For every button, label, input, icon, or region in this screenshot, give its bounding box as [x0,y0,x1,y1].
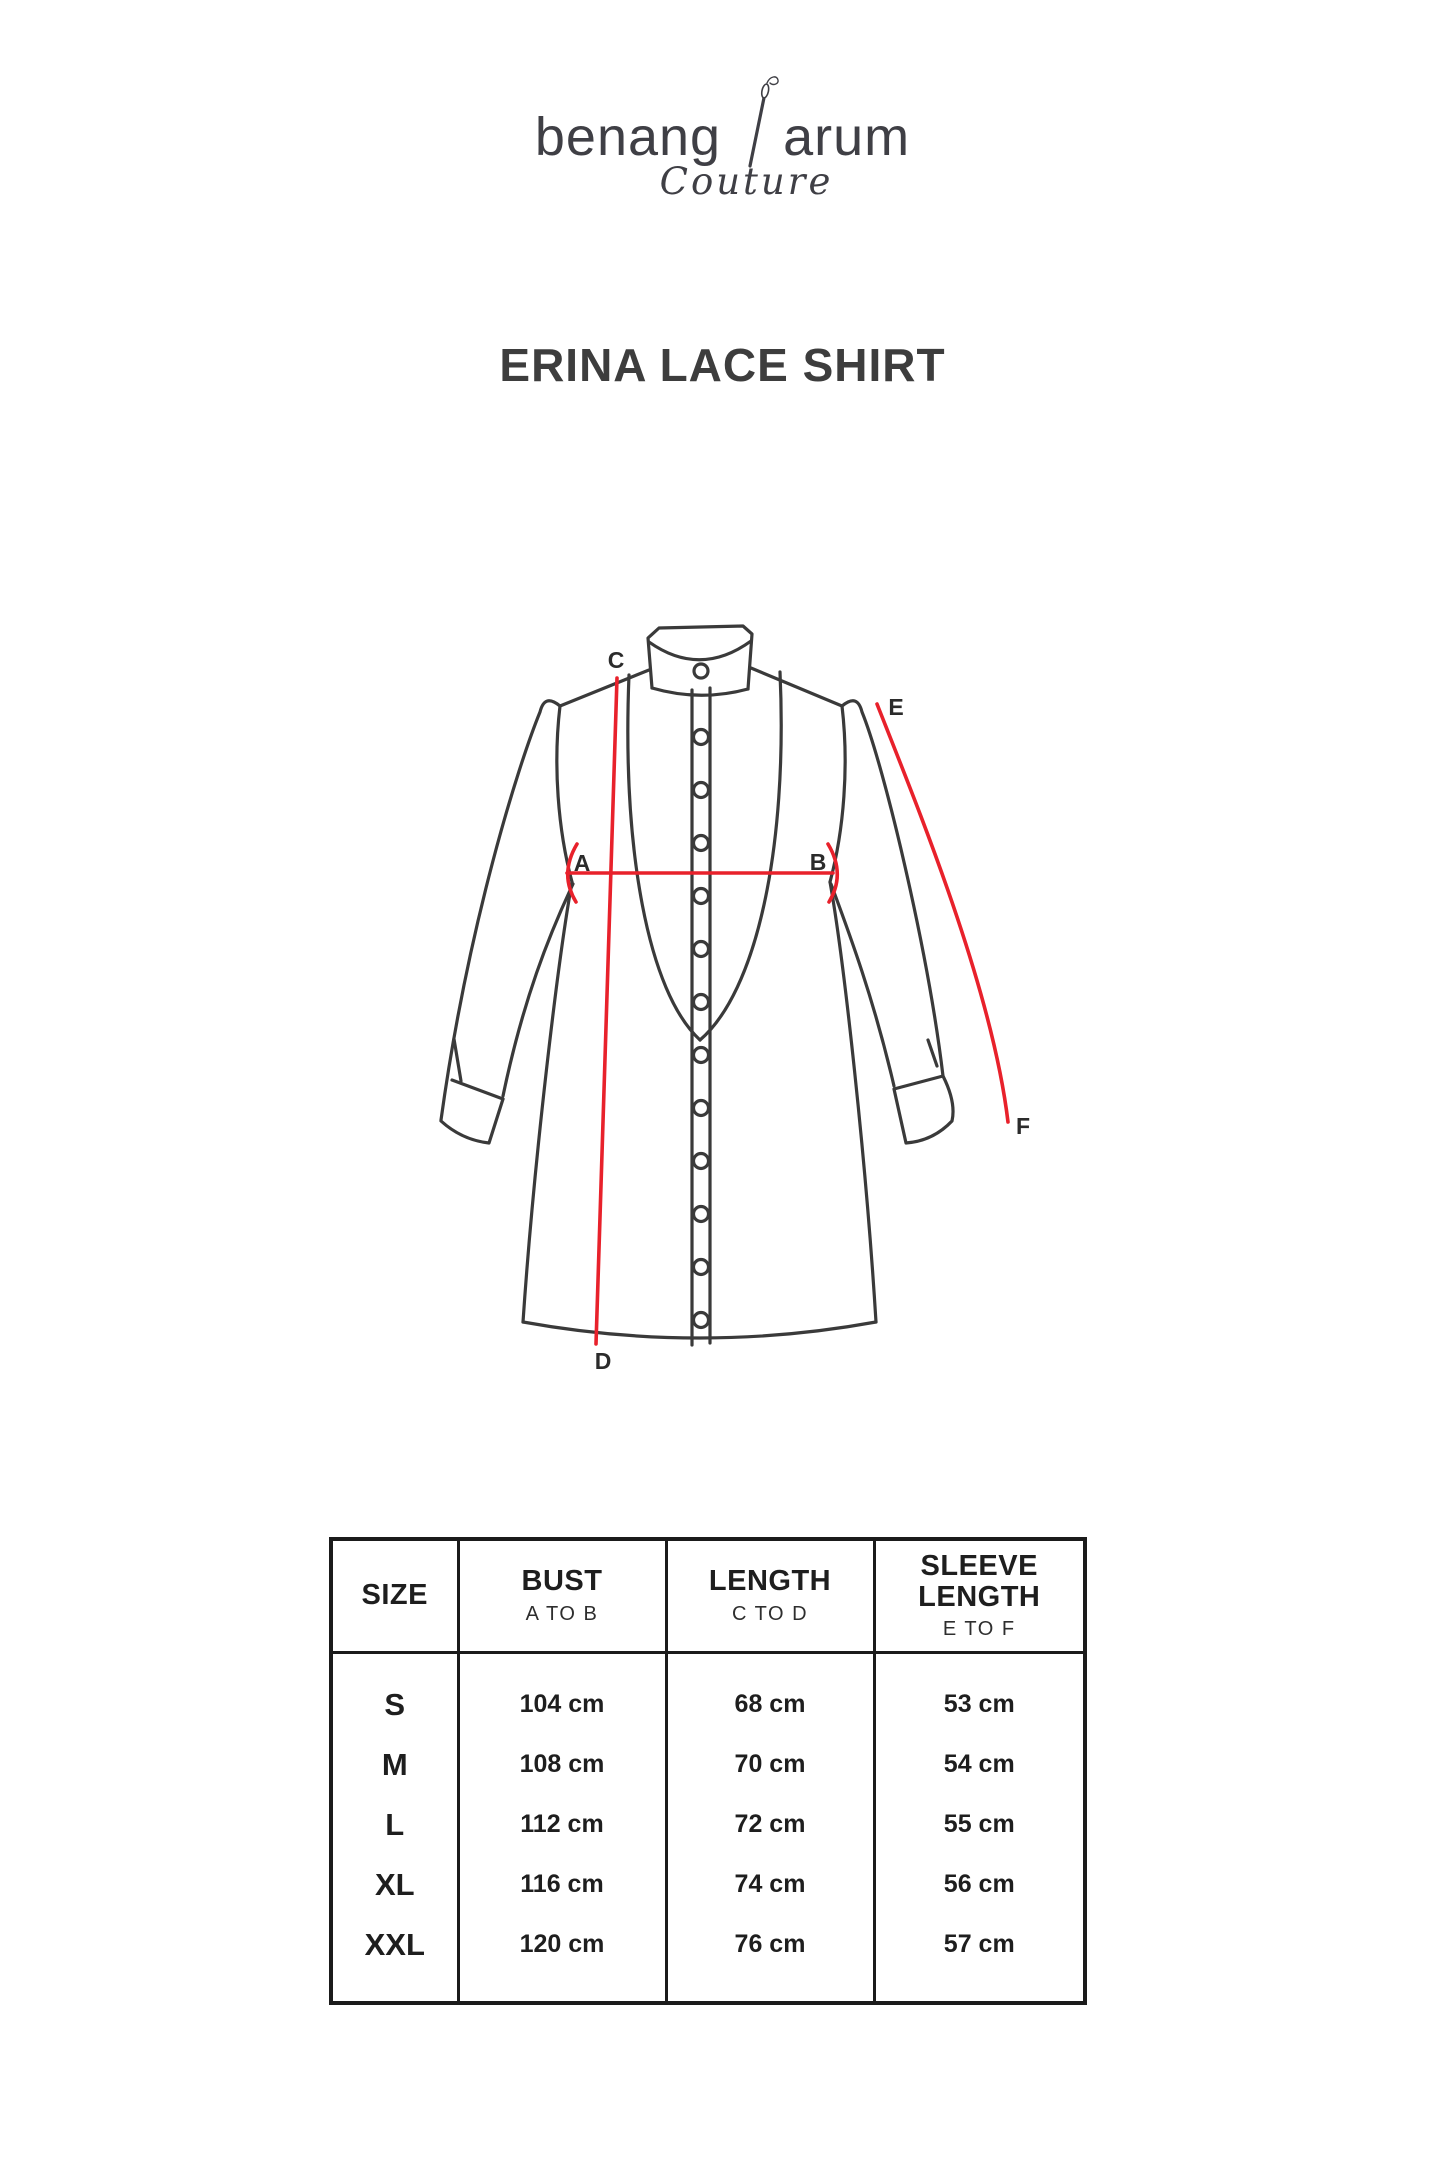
bust-cell: 104 cm [458,1675,666,1735]
bust-cell: 112 cm [458,1795,666,1855]
brand-name-left: benang [534,107,722,167]
point-label-f: F [1015,1113,1031,1139]
length-cell: 72 cm [666,1795,874,1855]
size-cell: M [331,1735,458,1795]
sleeve-cell: 56 cm [874,1855,1085,1915]
col-header-bust: BUST A TO B [458,1539,666,1653]
col-header-sleeve-length: SLEEVE LENGTH E TO F [874,1539,1085,1653]
table-row [331,1675,1085,1735]
needle-icon [737,74,781,170]
table-row [331,1735,1085,1795]
shirt-outline [441,626,953,1345]
table-spacer-row [331,1975,1085,2003]
size-table [329,1537,1087,2005]
size-table-header-row [331,1539,1085,1653]
size-cell: S [331,1675,458,1735]
col-header-length: LENGTH C TO D [666,1539,874,1653]
table-row [331,1795,1085,1855]
brand-tagline: Couture [659,160,834,203]
bust-cell: 116 cm [458,1855,666,1915]
point-label-d: D [594,1348,612,1374]
sleeve-cell: 57 cm [874,1915,1085,1975]
size-cell: XXL [331,1915,458,1975]
length-cell: 68 cm [666,1675,874,1735]
product-title: ERINA LACE SHIRT [499,339,946,391]
brand-logo [0,74,1445,203]
size-cell: L [331,1795,458,1855]
shirt-diagram-svg [413,590,1075,1422]
brand-name-right: arum [783,107,911,167]
sleeve-cell: 55 cm [874,1795,1085,1855]
size-cell: XL [331,1855,458,1915]
length-cell: 74 cm [666,1855,874,1915]
table-row [331,1855,1085,1915]
point-label-b: B [809,849,827,875]
point-label-c: C [607,647,625,673]
sleeve-cell: 53 cm [874,1675,1085,1735]
length-cell: 76 cm [666,1915,874,1975]
col-header-size: SIZE [331,1539,458,1653]
point-label-a: A [573,850,591,876]
brand-name [535,74,910,170]
length-measure-line [596,678,617,1344]
bust-cell: 120 cm [458,1915,666,1975]
table-row [331,1915,1085,1975]
bust-cell: 108 cm [458,1735,666,1795]
sleeve-cell: 54 cm [874,1735,1085,1795]
point-label-e: E [888,694,904,720]
shirt-measurement-diagram [413,590,1075,1422]
table-spacer-row [331,1653,1085,1675]
measurement-lines [567,678,1008,1344]
length-cell: 70 cm [666,1735,874,1795]
